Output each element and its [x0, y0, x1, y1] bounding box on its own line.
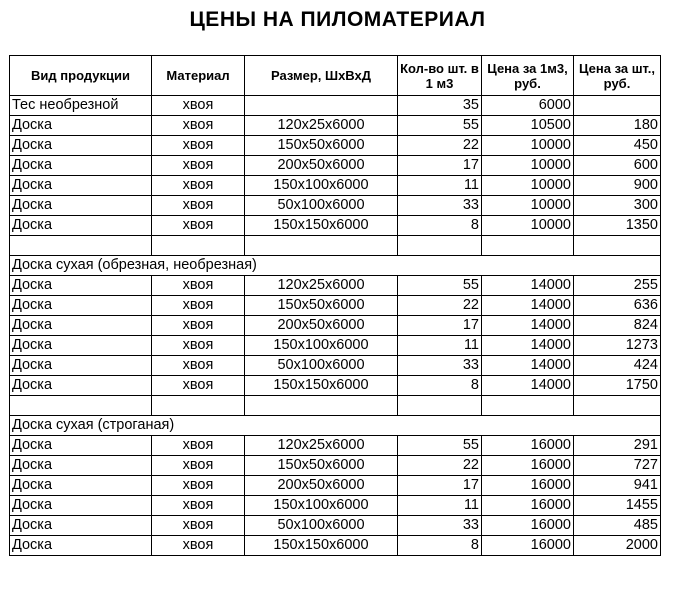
cell-qty: 11: [398, 336, 482, 356]
table-row: [10, 116, 661, 136]
cell-product: Доска: [10, 216, 152, 236]
cell-size: 120x25x6000: [245, 436, 398, 456]
header-price-unit: Цена за шт., руб.: [574, 56, 661, 96]
cell-size: 150x100x6000: [245, 336, 398, 356]
cell-size: 200x50x6000: [245, 156, 398, 176]
cell-size: 150x50x6000: [245, 136, 398, 156]
cell-product: Доска: [10, 516, 152, 536]
cell-price-unit: 180: [574, 116, 661, 136]
cell-price-m3: 16000: [482, 456, 574, 476]
cell-product: Доска: [10, 176, 152, 196]
cell-material: хвоя: [152, 196, 245, 216]
cell-size: 50x100x6000: [245, 196, 398, 216]
cell-price-unit: 255: [574, 276, 661, 296]
cell-price-unit: 600: [574, 156, 661, 176]
cell-price-m3: 10000: [482, 156, 574, 176]
cell-qty: 33: [398, 516, 482, 536]
cell-qty: 55: [398, 276, 482, 296]
cell-price-unit: 1273: [574, 336, 661, 356]
cell-price-m3: 10500: [482, 116, 574, 136]
cell-material: хвоя: [152, 156, 245, 176]
cell-qty: 17: [398, 156, 482, 176]
cell-qty: 11: [398, 496, 482, 516]
cell-size: [245, 396, 398, 416]
cell-product: Тес необрезной: [10, 96, 152, 116]
cell-qty: 22: [398, 136, 482, 156]
cell-product: Доска: [10, 436, 152, 456]
cell-size: 120x25x6000: [245, 116, 398, 136]
table-row: [10, 276, 661, 296]
cell-price-unit: 1750: [574, 376, 661, 396]
cell-material: хвоя: [152, 536, 245, 556]
cell-price-unit: 424: [574, 356, 661, 376]
cell-material: хвоя: [152, 516, 245, 536]
cell-qty: [398, 236, 482, 256]
cell-material: [152, 236, 245, 256]
cell-material: [152, 396, 245, 416]
cell-price-unit: 291: [574, 436, 661, 456]
cell-product: Доска: [10, 136, 152, 156]
cell-price-m3: 14000: [482, 276, 574, 296]
cell-qty: 8: [398, 536, 482, 556]
table-row: [10, 236, 661, 256]
cell-price-unit: 1350: [574, 216, 661, 236]
cell-price-m3: 16000: [482, 516, 574, 536]
table-row: [10, 296, 661, 316]
cell-price-unit: 900: [574, 176, 661, 196]
header-product: Вид продукции: [10, 56, 152, 96]
cell-size: 150x150x6000: [245, 216, 398, 236]
cell-product: Доска: [10, 496, 152, 516]
table-row: [10, 256, 661, 276]
table-row: [10, 316, 661, 336]
cell-price-m3: 16000: [482, 536, 574, 556]
cell-material: хвоя: [152, 356, 245, 376]
cell-price-m3: 14000: [482, 316, 574, 336]
cell-qty: 33: [398, 196, 482, 216]
cell-product: Доска: [10, 316, 152, 336]
cell-qty: 17: [398, 316, 482, 336]
cell-size: 50x100x6000: [245, 356, 398, 376]
cell-material: хвоя: [152, 376, 245, 396]
header-row: [10, 56, 661, 96]
table-row: [10, 516, 661, 536]
cell-material: хвоя: [152, 176, 245, 196]
cell-qty: 33: [398, 356, 482, 376]
cell-qty: 55: [398, 116, 482, 136]
cell-qty: 22: [398, 456, 482, 476]
cell-price-m3: 14000: [482, 356, 574, 376]
cell-size: 50x100x6000: [245, 516, 398, 536]
header-qty-per-m3: Кол-во шт. в 1 м3: [398, 56, 482, 96]
table-row: [10, 136, 661, 156]
cell-material: хвоя: [152, 96, 245, 116]
cell-size: 120x25x6000: [245, 276, 398, 296]
cell-price-unit: 300: [574, 196, 661, 216]
cell-price-m3: 6000: [482, 96, 574, 116]
table-row: [10, 356, 661, 376]
price-table: [9, 55, 661, 556]
cell-product: Доска: [10, 356, 152, 376]
cell-size: 150x150x6000: [245, 376, 398, 396]
cell-size: 150x100x6000: [245, 176, 398, 196]
cell-size: 150x150x6000: [245, 536, 398, 556]
table-row: [10, 396, 661, 416]
table-row: [10, 156, 661, 176]
cell-material: хвоя: [152, 276, 245, 296]
cell-size: 150x50x6000: [245, 296, 398, 316]
cell-price-unit: 450: [574, 136, 661, 156]
cell-material: хвоя: [152, 216, 245, 236]
table-row: [10, 496, 661, 516]
cell-price-unit: 824: [574, 316, 661, 336]
cell-product: Доска: [10, 296, 152, 316]
cell-price-m3: [482, 236, 574, 256]
section-heading: Доска сухая (обрезная, необрезная): [10, 256, 661, 276]
section-heading: Доска сухая (строганая): [10, 416, 661, 436]
cell-size: 150x100x6000: [245, 496, 398, 516]
cell-size: [245, 96, 398, 116]
cell-material: хвоя: [152, 476, 245, 496]
cell-product: [10, 396, 152, 416]
cell-product: Доска: [10, 476, 152, 496]
cell-qty: 11: [398, 176, 482, 196]
cell-price-unit: [574, 236, 661, 256]
cell-price-unit: 485: [574, 516, 661, 536]
cell-size: [245, 236, 398, 256]
cell-product: Доска: [10, 116, 152, 136]
cell-material: хвоя: [152, 496, 245, 516]
cell-material: хвоя: [152, 296, 245, 316]
cell-price-m3: 16000: [482, 476, 574, 496]
header-price-m3: Цена за 1м3, руб.: [482, 56, 574, 96]
cell-price-unit: 2000: [574, 536, 661, 556]
cell-price-m3: 10000: [482, 136, 574, 156]
cell-qty: 35: [398, 96, 482, 116]
cell-material: хвоя: [152, 336, 245, 356]
cell-price-unit: [574, 396, 661, 416]
table-row: [10, 336, 661, 356]
cell-material: хвоя: [152, 316, 245, 336]
table-row: [10, 416, 661, 436]
cell-product: Доска: [10, 196, 152, 216]
cell-product: Доска: [10, 456, 152, 476]
cell-price-m3: [482, 396, 574, 416]
table-row: [10, 96, 661, 116]
cell-size: 150x50x6000: [245, 456, 398, 476]
cell-size: 200x50x6000: [245, 316, 398, 336]
cell-product: Доска: [10, 276, 152, 296]
cell-price-m3: 14000: [482, 376, 574, 396]
cell-price-m3: 10000: [482, 196, 574, 216]
header-size: Размер, ШхВхД: [245, 56, 398, 96]
cell-qty: 17: [398, 476, 482, 496]
page-title: ЦЕНЫ НА ПИЛОМАТЕРИАЛ: [189, 8, 486, 31]
cell-price-m3: 16000: [482, 496, 574, 516]
cell-price-unit: 636: [574, 296, 661, 316]
cell-price-m3: 16000: [482, 436, 574, 456]
cell-material: хвоя: [152, 116, 245, 136]
cell-price-m3: 14000: [482, 296, 574, 316]
cell-product: Доска: [10, 336, 152, 356]
cell-price-m3: 10000: [482, 176, 574, 196]
cell-product: [10, 236, 152, 256]
table-row: [10, 476, 661, 496]
table-row: [10, 196, 661, 216]
cell-material: хвоя: [152, 436, 245, 456]
cell-qty: [398, 396, 482, 416]
cell-price-unit: [574, 96, 661, 116]
cell-price-unit: 727: [574, 456, 661, 476]
cell-product: Доска: [10, 536, 152, 556]
table-row: [10, 176, 661, 196]
cell-material: хвоя: [152, 136, 245, 156]
header-material: Материал: [152, 56, 245, 96]
cell-price-m3: 10000: [482, 216, 574, 236]
table-row: [10, 456, 661, 476]
table-row: [10, 536, 661, 556]
cell-qty: 55: [398, 436, 482, 456]
cell-price-unit: 941: [574, 476, 661, 496]
cell-qty: 8: [398, 216, 482, 236]
cell-product: Доска: [10, 376, 152, 396]
cell-product: Доска: [10, 156, 152, 176]
cell-material: хвоя: [152, 456, 245, 476]
table-row: [10, 436, 661, 456]
table-row: [10, 376, 661, 396]
cell-price-unit: 1455: [574, 496, 661, 516]
cell-qty: 22: [398, 296, 482, 316]
cell-price-m3: 14000: [482, 336, 574, 356]
cell-qty: 8: [398, 376, 482, 396]
table-row: [10, 216, 661, 236]
cell-size: 200x50x6000: [245, 476, 398, 496]
